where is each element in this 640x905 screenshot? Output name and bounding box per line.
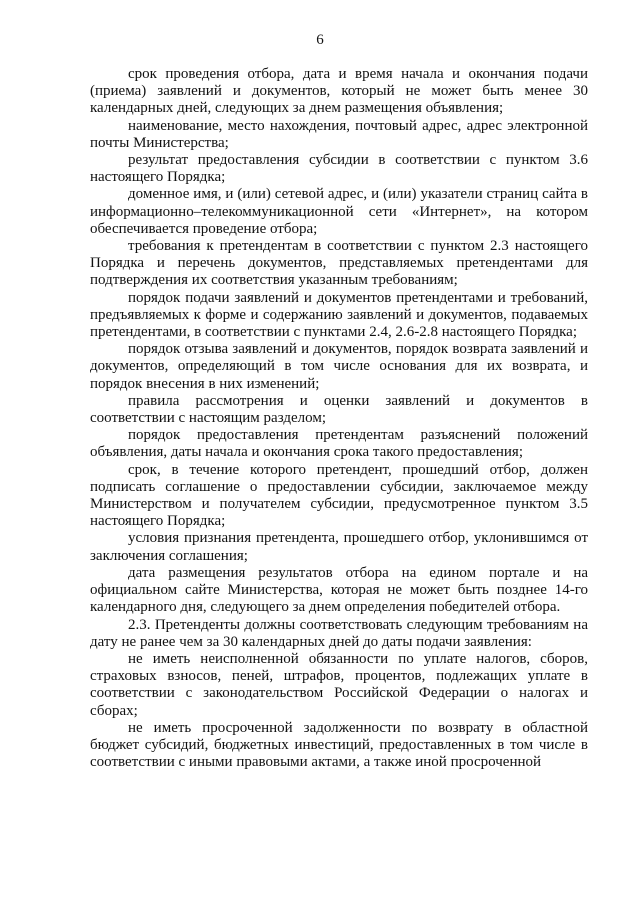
section-2-3-paragraph: 2.3. Претенденты должны соответствовать следующим требованиям на дату не ранее чем за 30 календарных дней до даты подачи заявления: <box>90 616 588 650</box>
paragraph: дата размещения результатов отбора на едином портале и на официальном сайте Министерства, которая не может быть позднее 14-го календарного дня, следующего за днем определения победителей отбора. <box>90 564 588 616</box>
paragraph: доменное имя, и (или) сетевой адрес, и (или) указатели страниц сайта в информационно–телекоммуникационной сети «Интернет», на котором обеспечивается проведение отбора; <box>90 186 588 237</box>
paragraph: порядок предоставления претендентам разъяснений положений объявления, даты начала и окончания срока такого предоставления; <box>90 427 588 461</box>
page-number: 6 <box>316 32 324 48</box>
paragraph: результат предоставления субсидии в соответствии с пунктом 3.6 настоящего Порядка; <box>90 152 588 186</box>
paragraph: наименование, место нахождения, почтовый адрес, адрес электронной почты Министерства; <box>90 117 588 151</box>
paragraph: порядок отзыва заявлений и документов, порядок возврата заявлений и документов, определяющий в том числе основания для их возврата, и порядок внесения в них изменений; <box>90 341 588 392</box>
paragraph: правила рассмотрения и оценки заявлений и документов в соответствии с настоящим разделом; <box>90 392 588 427</box>
paragraph: не иметь неисполненной обязанности по уплате налогов, сборов, страховых взносов, пеней, штрафов, процентов, подлежащих уплате в соответствии с законодательством Российской Федерации о налогах и сборах; <box>90 650 588 719</box>
paragraph: требования к претендентам в соответствии с пунктом 2.3 настоящего Порядка и перечень документов, представляемых претендентами для подтверждения их соответствия указанным требованиям; <box>90 238 588 289</box>
paragraph: условия признания претендента, прошедшего отбор, уклонившимся от заключения соглашения; <box>90 530 588 564</box>
paragraph: срок проведения отбора, дата и время начала и окончания подачи (приема) заявлений и документов, который не может быть менее 30 календарных дней, следующих за днем размещения объявления; <box>90 66 588 117</box>
document-body <box>90 66 588 771</box>
paragraph: порядок подачи заявлений и документов претендентами и требований, предъявляемых к форме и содержанию заявлений и документов, подаваемых претендентами, в соответствии с пунктами 2.4, 2.6-2.8 настоящего Порядка; <box>90 289 588 341</box>
paragraph: не иметь просроченной задолженности по возврату в областной бюджет субсидий, бюджетных инвестиций, предоставленных в том числе в соответствии с иными правовыми актами, а также иной просроченной <box>90 719 588 771</box>
paragraph: срок, в течение которого претендент, прошедший отбор, должен подписать соглашение о предоставлении субсидии, заключаемое между Министерством и получателем субсидии, предусмотренное пунктом 3.5 настоящего Порядка; <box>90 461 588 530</box>
